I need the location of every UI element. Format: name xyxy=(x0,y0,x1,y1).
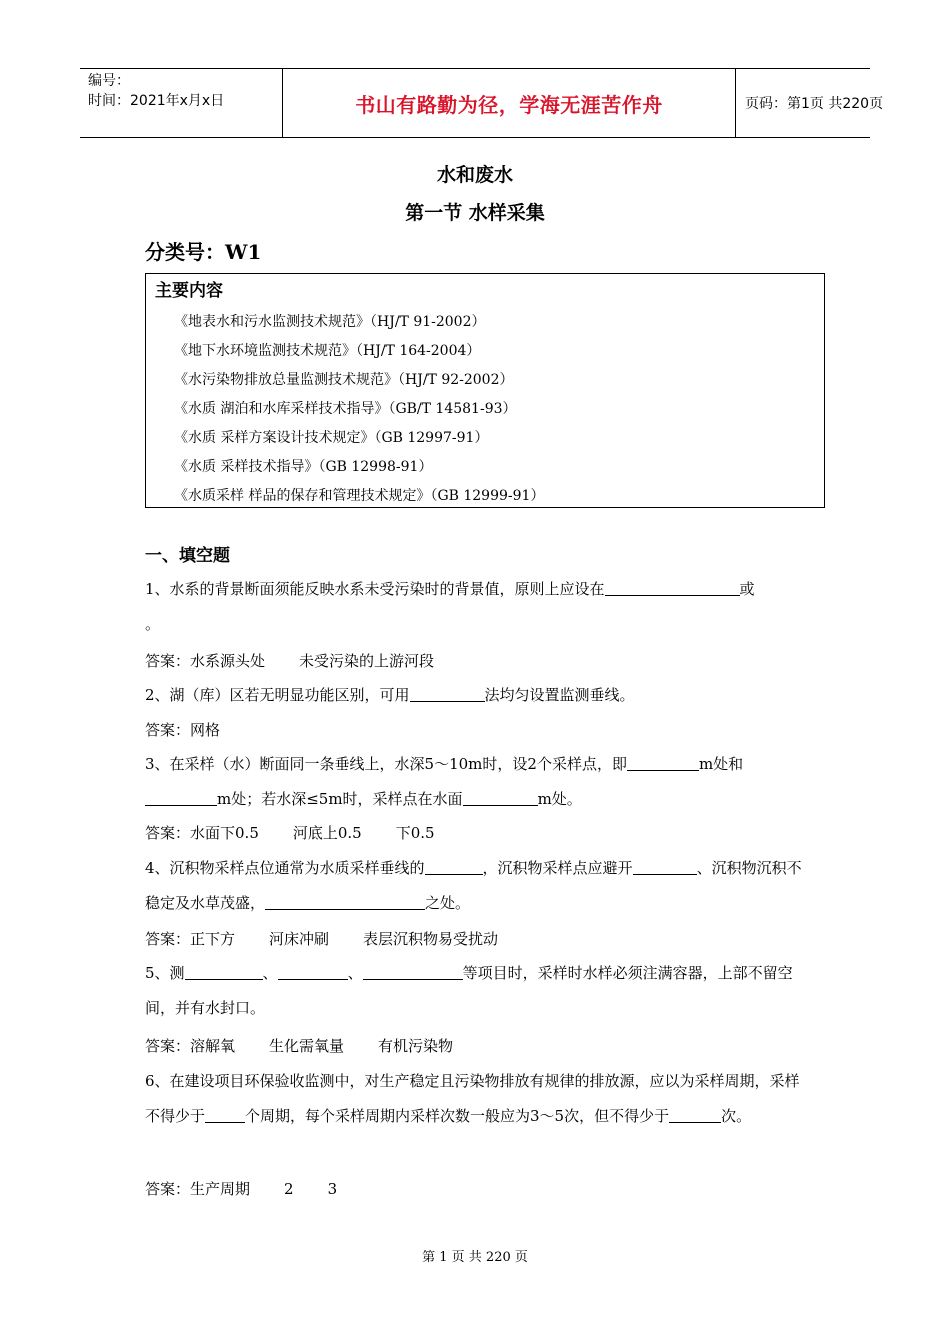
question-text: 3、在采样（水）断面同一条垂线上，水深5～10m时，设2个采样点，即 xyxy=(145,755,627,773)
question-text: ，沉积物采样点应避开 xyxy=(482,859,633,877)
question-text: 5、测 xyxy=(145,964,185,982)
answer-value: 有机污染物 xyxy=(378,1037,454,1055)
answer-label: 答案： xyxy=(145,652,191,670)
answer-blank xyxy=(669,1106,721,1123)
answer-blank xyxy=(278,963,348,980)
answer-blank xyxy=(363,963,463,980)
answer-blank xyxy=(425,858,483,875)
question-text: 1、水系的背景断面须能反映水系未受污染时的背景值，原则上应设在 xyxy=(145,580,605,598)
answer-value: 表层沉积物易受扰动 xyxy=(363,930,499,948)
answer-label: 答案： xyxy=(145,824,191,842)
question-text: 、沉积物沉积不稳定及水草茂盛， xyxy=(145,859,802,912)
header-meta-cell xyxy=(80,69,282,137)
answer-blank xyxy=(633,858,697,875)
main-content-box xyxy=(145,273,825,508)
list-item: 《水质采样 样品的保存和管理技术规定》（GB 12999-91） xyxy=(174,488,545,504)
standards-list xyxy=(174,308,544,511)
question-text: 2、湖（库）区若无明显功能区别，可用 xyxy=(145,686,410,704)
question-text: 个周期，每个采样周期内采样次数一般应为3～5次，但不得少于 xyxy=(245,1107,670,1125)
answer-3 xyxy=(145,821,435,845)
answer-6 xyxy=(145,1177,337,1201)
list-item: 《水质 采样技术指导》（GB 12998-91） xyxy=(174,459,433,475)
answer-blank xyxy=(627,754,699,771)
answer-label: 答案： xyxy=(145,930,191,948)
main-content-heading: 主要内容 xyxy=(155,281,223,301)
question-text: 或 xyxy=(739,580,755,598)
page-title: 水和废水 xyxy=(436,164,513,186)
section-title: 第一节 水样采集 xyxy=(405,202,545,224)
question-text: 、 xyxy=(262,964,278,982)
answer-value: 2 xyxy=(284,1180,294,1198)
question-text: 。 xyxy=(145,615,161,633)
answer-blank xyxy=(410,685,485,702)
list-item: 《地表水和污水监测技术规范》（HJ/T 91-2002） xyxy=(174,314,486,330)
answer-blank xyxy=(185,963,263,980)
answer-value: 下0.5 xyxy=(395,824,435,842)
answer-value: 生化需氧量 xyxy=(269,1037,345,1055)
question-6 xyxy=(145,1064,810,1134)
answer-value: 水系源头处 xyxy=(190,652,266,670)
answer-blank xyxy=(205,1106,245,1123)
answer-value: 未受污染的上游河段 xyxy=(299,652,435,670)
answer-5 xyxy=(145,1034,453,1058)
question-text: m处和 xyxy=(698,755,744,773)
answer-label: 答案： xyxy=(145,1037,191,1055)
answer-value: 河底上0.5 xyxy=(292,824,362,842)
header-page-cell xyxy=(735,69,884,137)
question-text: 之处。 xyxy=(425,894,471,912)
answer-value: 河床冲刷 xyxy=(269,930,330,948)
answer-value: 3 xyxy=(327,1180,338,1198)
question-text: 等项目时，采样时水样必须注满容器，上部不留空间，并有水封口。 xyxy=(145,964,793,1017)
document-number: 编号： xyxy=(88,73,130,89)
answer-blank xyxy=(605,579,740,596)
question-1 xyxy=(145,572,810,642)
page-footer: 第 1 页 共 220 页 xyxy=(422,1250,528,1265)
page-header xyxy=(80,68,884,138)
section-heading: 一、填空题 xyxy=(145,546,230,566)
answer-value: 生产周期 xyxy=(190,1180,251,1198)
question-2 xyxy=(145,678,810,713)
answer-label: 答案： xyxy=(145,1180,191,1198)
answer-label: 答案： xyxy=(145,721,191,739)
question-text: 次。 xyxy=(721,1107,752,1125)
question-text: m处；若水深≤5m时，采样点在水面 xyxy=(217,790,463,808)
list-item: 《水质 采样方案设计技术规定》（GB 12997-91） xyxy=(174,430,489,446)
list-item: 《水污染物排放总量监测技术规范》（HJ/T 92-2002） xyxy=(174,372,514,388)
document-date: 时间：2021年x月x日 xyxy=(88,93,225,109)
answer-value: 网格 xyxy=(190,721,221,739)
motto: 书山有路勤为径，学海无涯苦作舟 xyxy=(355,92,663,117)
page-code: 页码：第1页 共220页 xyxy=(745,96,884,112)
question-5 xyxy=(145,956,810,1026)
question-3 xyxy=(145,747,810,817)
answer-value: 水面下0.5 xyxy=(190,824,259,842)
question-text: m处。 xyxy=(537,790,582,808)
answer-blank xyxy=(145,789,217,806)
answer-blank xyxy=(265,893,425,910)
question-text: 4、沉积物采样点位通常为水质采样垂线的 xyxy=(145,859,425,877)
answer-4 xyxy=(145,927,498,951)
list-item: 《地下水环境监测技术规范》（HJ/T 164-2004） xyxy=(174,343,481,359)
question-text: 6、在建设项目环保验收监测中，对生产稳定且污染物排放有规律的排放源，应以为采样周期，采样不得少于 xyxy=(145,1072,800,1125)
answer-value: 正下方 xyxy=(190,930,236,948)
question-text: 、 xyxy=(347,964,363,982)
answer-value: 溶解氧 xyxy=(190,1037,236,1055)
question-4 xyxy=(145,851,810,921)
answer-blank xyxy=(463,789,538,806)
answer-1 xyxy=(145,649,434,673)
question-text: 法均匀设置监测垂线。 xyxy=(484,686,635,704)
header-motto-cell xyxy=(282,69,736,137)
list-item: 《水质 湖泊和水库采样技术指导》（GB/T 14581-93） xyxy=(174,401,517,417)
classification-number: 分类号：W1 xyxy=(145,240,262,264)
answer-2 xyxy=(145,718,220,742)
